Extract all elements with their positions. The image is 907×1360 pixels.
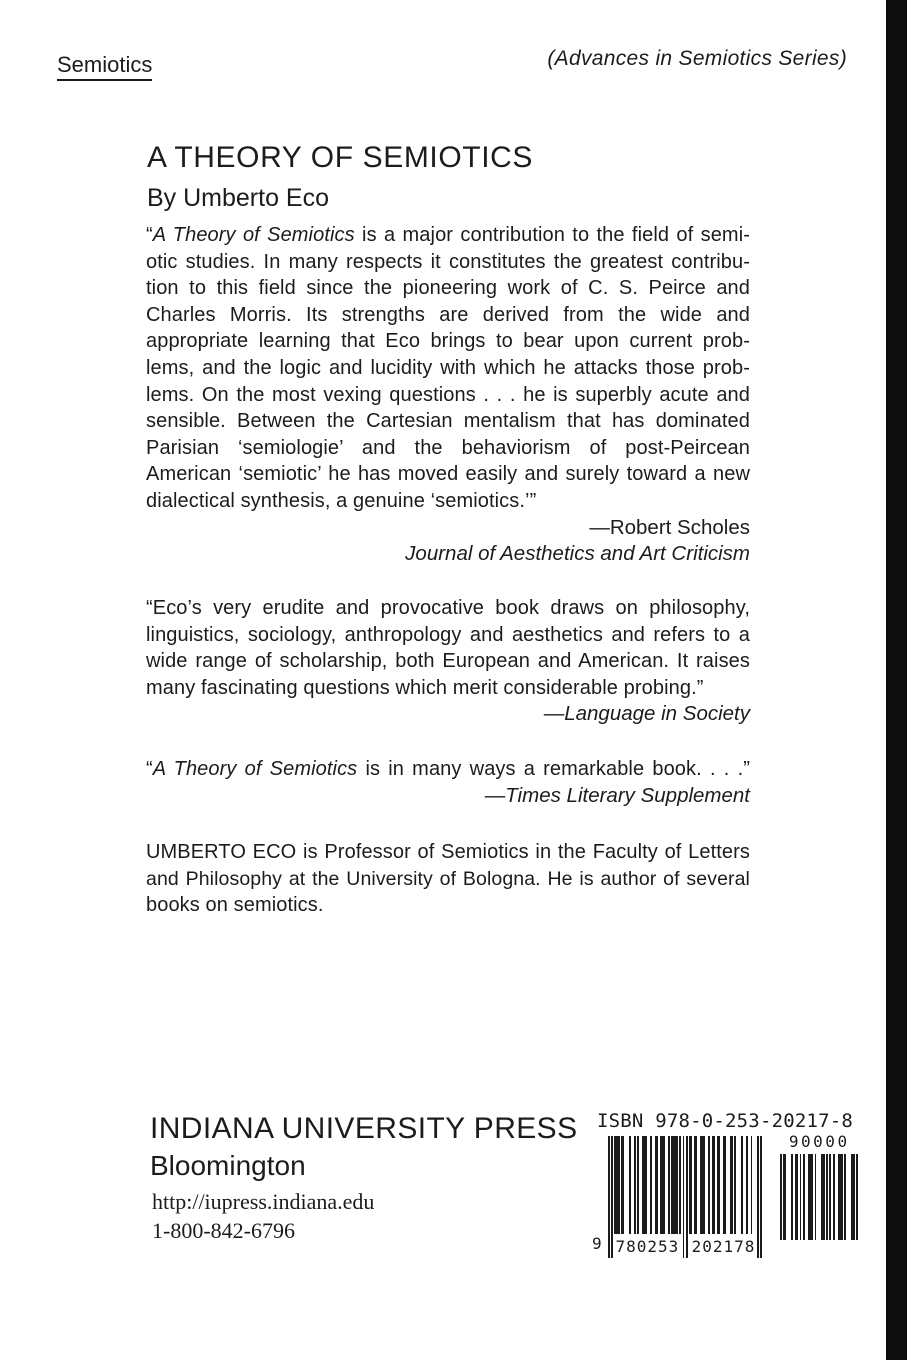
text-segment: books on semiotics.	[146, 894, 324, 917]
text-line	[146, 756, 750, 783]
text-line	[146, 302, 750, 329]
barcode-bar	[757, 1136, 759, 1258]
text-segment: wide range of scholarship, both European and American. It raises	[146, 650, 750, 673]
barcode-bar	[811, 1154, 813, 1240]
author-bio	[146, 839, 750, 919]
barcode-bar	[844, 1154, 846, 1240]
quote-text	[146, 595, 750, 701]
barcode-bar	[608, 1136, 610, 1258]
quote-attribution: —Language in Society	[543, 702, 750, 726]
text-line	[146, 461, 750, 488]
text-segment: tion to this field since the pioneering work of C. S. Peirce and	[146, 277, 750, 300]
barcode-bar	[829, 1154, 831, 1240]
barcode-bar	[686, 1136, 688, 1258]
text-line	[146, 355, 750, 382]
text-segment: dialectical synthesis, a genuine ‘semiotics.’”	[146, 489, 537, 512]
text-line	[146, 435, 750, 462]
quote-source: Journal of Aesthetics and Art Criticism	[405, 542, 750, 566]
barcode-leading-digit: 9	[592, 1234, 602, 1253]
barcode-bar	[800, 1154, 802, 1240]
quote-attribution: —Times Literary Supplement	[484, 783, 750, 807]
text-line	[146, 249, 750, 276]
text-segment: and Philosophy at the University of Bologna. He is author of several	[146, 867, 750, 890]
barcode-digit-group: 202178	[689, 1234, 757, 1258]
barcode-bar	[826, 1154, 828, 1240]
text-line	[146, 839, 750, 866]
quote-text	[146, 222, 750, 515]
text-line	[146, 622, 750, 649]
text-segment: “	[146, 758, 153, 780]
text-line	[146, 328, 750, 355]
review-quote-times-literary-supplement	[146, 756, 750, 809]
scan-edge-strip	[886, 0, 907, 1360]
review-quote-language-in-society	[146, 595, 750, 728]
text-line	[146, 275, 750, 302]
barcode-bar	[853, 1154, 855, 1240]
text-segment: many fascinating questions which merit considerable probing.”	[146, 676, 704, 699]
series-label: (Advances in Semiotics Series)	[547, 47, 847, 70]
barcode-bar	[815, 1154, 817, 1240]
category-label: Semiotics	[57, 53, 152, 81]
text-segment: lems, and the logic and lucidity with which he attacks those prob-	[146, 356, 750, 379]
isbn-label: ISBN 978-0-253-20217-8	[597, 1110, 854, 1132]
text-segment: “Eco’s very erudite and provocative book draws on philosophy,	[146, 597, 750, 619]
barcode-bar	[823, 1154, 825, 1240]
barcode-bar	[803, 1154, 805, 1240]
text-segment: sensible. Between the Cartesian mentalism that has dominated	[146, 410, 750, 433]
barcode-bar	[780, 1154, 782, 1240]
book-title: A THEORY OF SEMIOTICS	[147, 141, 534, 174]
quote-text	[146, 756, 750, 783]
ean13-barcode	[608, 1136, 762, 1258]
barcode-digit-group: 780253	[613, 1234, 681, 1258]
publisher-url: http://iupress.indiana.edu	[152, 1189, 375, 1214]
barcode-bar	[760, 1136, 762, 1258]
text-segment: A Theory of Semiotics	[152, 224, 355, 246]
publisher-city: Bloomington	[150, 1150, 306, 1181]
barcode-bar	[833, 1154, 835, 1240]
publisher-phone: 1-800-842-6796	[152, 1218, 295, 1243]
text-segment: UMBERTO ECO is Professor of Semiotics in the Faculty of Letters	[146, 841, 750, 863]
text-segment: lems. On the most vexing questions . . . he is superbly acute and	[146, 383, 750, 406]
text-line	[146, 595, 750, 622]
text-segment: A Theory of Semiotics	[152, 758, 358, 780]
text-segment: otic studies. In many respects it constitutes the greatest contribu-	[146, 250, 750, 273]
text-line	[146, 222, 750, 249]
text-segment: is a major contribution to the field of semi-	[354, 224, 750, 246]
review-quote-scholes	[146, 222, 750, 568]
text-line	[146, 648, 750, 675]
text-segment: appropriate learning that Eco brings to bear upon current prob-	[146, 330, 750, 353]
isbn-barcode-block	[592, 1108, 886, 1278]
text-segment: linguistics, sociology, anthropology and aesthetics and refers to a	[146, 623, 750, 646]
book-byline: By Umberto Eco	[147, 184, 330, 212]
barcode-bar	[856, 1154, 858, 1240]
barcode-supplement-label: 90000	[788, 1132, 850, 1151]
barcode-bar	[683, 1136, 685, 1258]
text-line	[146, 866, 750, 893]
bio-text	[146, 839, 750, 919]
barcode-bar	[791, 1154, 793, 1240]
publisher-name: INDIANA UNIVERSITY PRESS	[150, 1112, 578, 1145]
text-line	[146, 382, 750, 409]
text-segment: American ‘semiotic’ he has moved easily and surely toward a new	[146, 463, 750, 486]
text-segment: is in many ways a remarkable book. . . .”	[357, 758, 751, 780]
text-line	[146, 675, 750, 702]
barcode-bar	[796, 1154, 798, 1240]
quote-attribution: —Robert Scholes	[589, 515, 750, 539]
barcode-bar	[785, 1154, 787, 1240]
text-segment: Parisian ‘semiologie’ and the behaviorism of post-Peircean	[146, 436, 750, 459]
ean5-supplement-barcode	[778, 1154, 858, 1240]
text-segment: Charles Morris. Its strengths are derived from the wide and	[146, 303, 750, 326]
text-segment: “	[146, 224, 153, 246]
barcode-bar	[841, 1154, 843, 1240]
text-line	[146, 408, 750, 435]
